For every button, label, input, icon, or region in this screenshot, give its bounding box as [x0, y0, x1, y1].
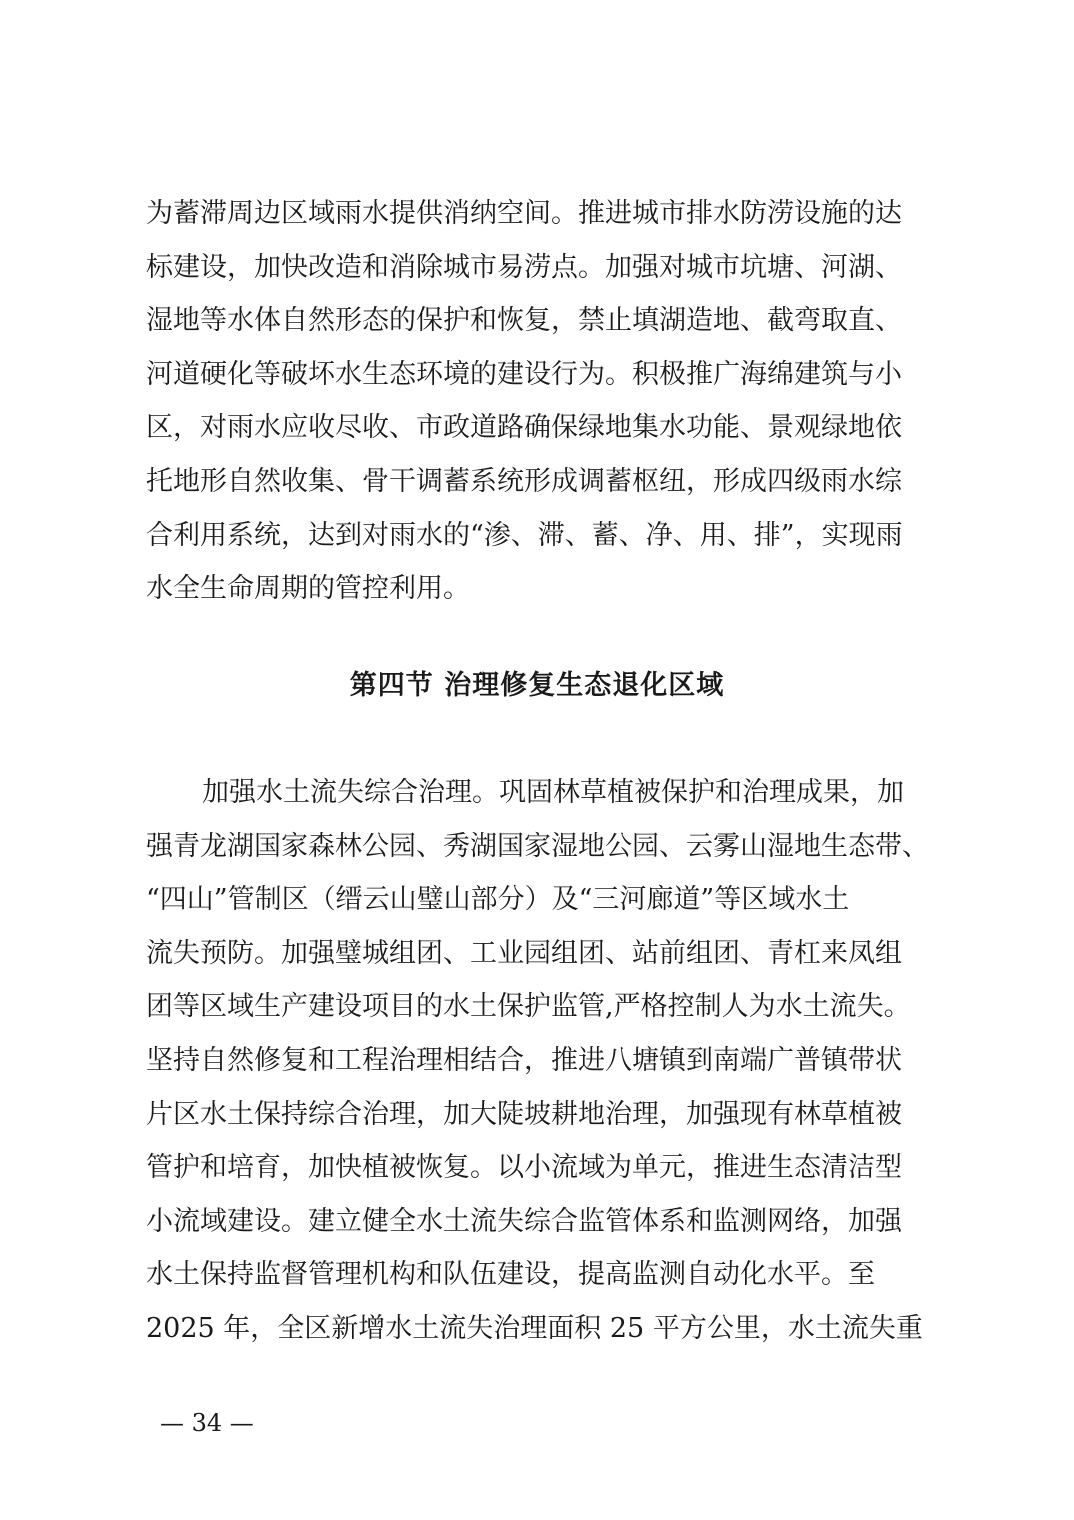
- paragraph-soil-erosion: [146, 766, 946, 1356]
- text-line: 水土保持监督管理机构和队伍建设，提高监测自动化水平。至: [146, 1259, 875, 1291]
- text-line: 托地形自然收集、骨干调蓄系统形成调蓄枢纽，形成四级雨水综: [146, 465, 902, 497]
- text-line: 2025 年，全区新增水土流失治理面积 25 平方公里，水土流失重: [146, 1312, 923, 1344]
- text-line: 管护和培育，加快植被恢复。以小流域为单元，推进生态清洁型: [146, 1152, 902, 1184]
- paragraph-rainwater: [146, 187, 946, 616]
- text-line: 流失预防。加强璧城组团、工业园组团、站前组团、青杠来凤组: [146, 937, 902, 969]
- page-number: — 34 —: [160, 1409, 254, 1437]
- text-line: 湿地等水体自然形态的保护和恢复，禁止填湖造地、截弯取直、: [146, 305, 902, 337]
- text-line: 加强水土流失综合治理。巩固林草植被保护和治理成果，加: [202, 777, 904, 808]
- text-line: 片区水土保持综合治理，加大陡坡耕地治理，加强现有林草植被: [146, 1098, 902, 1130]
- section-heading: 第四节 治理修复生态退化区域: [349, 670, 725, 701]
- text-line: 坚持自然修复和工程治理相结合，推进八塘镇到南端广普镇带状: [146, 1044, 902, 1076]
- text-line: “四山”管制区（缙云山璧山部分）及“三河廊道”等区域水土: [146, 884, 850, 916]
- text-line: 合利用系统，达到对雨水的“渗、滞、蓄、净、用、排”，实现雨: [146, 519, 903, 551]
- text-line: 区，对雨水应收尽收、市政道路确保绿地集水功能、景观绿地依: [146, 412, 902, 444]
- text-line: 团等区域生产建设项目的水土保护监管,严格控制人为水土流失。: [146, 991, 911, 1023]
- text-line: 强青龙湖国家森林公园、秀湖国家湿地公园、云雾山湿地生态带、: [146, 830, 929, 862]
- text-line: 河道硬化等破坏水生态环境的建设行为。积极推广海绵建筑与小: [146, 358, 902, 390]
- text-line: 小流域建设。建立健全水土流失综合监管体系和监测网络，加强: [146, 1205, 902, 1237]
- text-line: 水全生命周期的管控利用。: [146, 573, 470, 605]
- text-line: 标建设，加快改造和消除城市易涝点。加强对城市坑塘、河湖、: [146, 251, 902, 283]
- text-line: 为蓄滞周边区域雨水提供消纳空间。推进城市排水防涝设施的达: [146, 198, 902, 229]
